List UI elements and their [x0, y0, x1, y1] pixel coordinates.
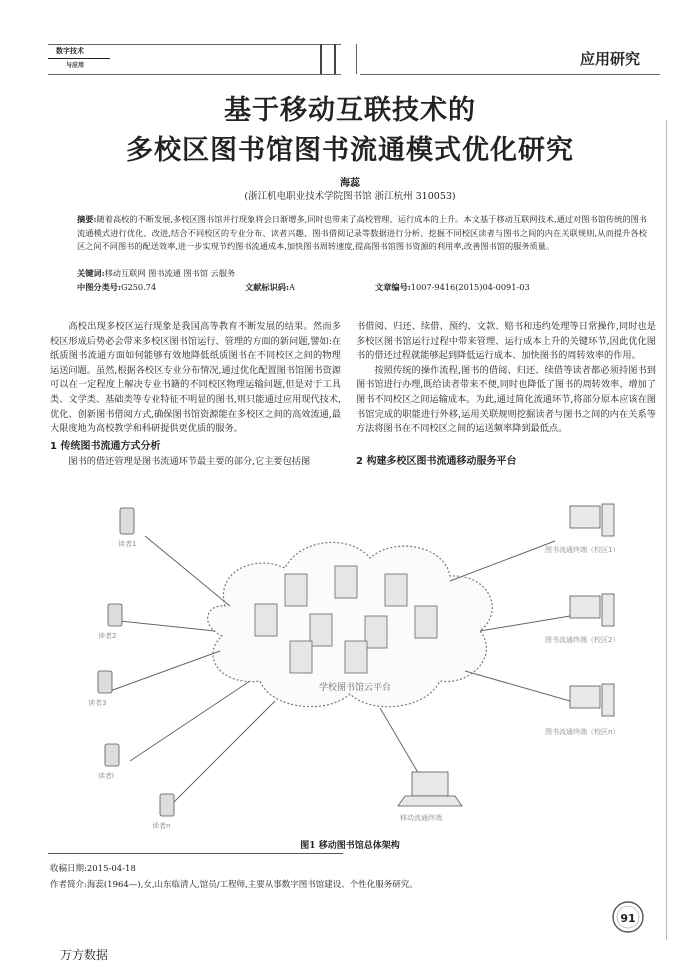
section-heading-1: 1 传统图书流通方式分析: [50, 441, 161, 452]
title-line2: 多校区图书馆图书流通模式优化研究: [126, 135, 574, 166]
laptop-label: 移动流通终端: [400, 814, 442, 822]
journal-line2: 与应用: [66, 62, 85, 69]
article-number: 文章编号:1007-9416(2015)04-0091-03: [375, 282, 530, 292]
affiliation: (浙江机电职业技术学院图书馆 浙江杭州 310053): [244, 191, 456, 202]
abstract-text: 随着高校的不断发展,多校区图书馆并行现象将会日渐增多,同时也带来了高校管理、运行成本的上升。本文基于移动互联网技术,通过对图书馆传统的图书流通模式进行优化、改进,结合不同校区的专业分布、读者兴趣、图书借阅记录等数据进行分析、挖掘不同校区读者与图书之间的内在关联规则,从而提升各校区之间不同图书的配送效率,进一步实现节约图书流通成本,加快图书周转速度,提高图书馆图书资源的利用率,改善图书馆的服务质量。: [77, 214, 647, 251]
laptop: [398, 772, 462, 806]
title-line1: 基于移动互联技术的: [224, 95, 476, 126]
terminal-label-1: 图书流通终端（校区1）: [545, 546, 620, 554]
reader-phones: [98, 508, 174, 816]
cloud-label: 学校图书馆云平台: [318, 683, 392, 693]
journal-logo: [48, 44, 110, 74]
left-paragraph-1: 高校出现多校区运行现象是我国高等教育不断发展的结果。然而多校区形成后势必会带来多校区图书馆运行、管理的方面的新问题,譬如:在纸质图书流通方面如何能够有效地降低纸质图书在不同校区之间的物理运送问题。虽然,根据各校区专业分布情况,通过优化配置图书馆图书资源可以在一定程度上解决专业书籍的不同校区物理运输问题,但是对于工具类、文学类、基础类等专业特征不明显的图书,则只能通过应用现代技术,优化、创新图书借阅方式,确保图书馆资源能在多校区之间的高效流通,最大限度地为高校教学和科研提供更优质的服务。: [50, 321, 341, 435]
header-rule-bottom: [48, 74, 341, 75]
right-paragraph-1: 书借阅、归还、续借、预约、文款、赔书和违约处理等日常操作,同时也是多校区图书馆运行过程中带来管理、运行成本上升的关键环节,因此优化图书的借还过程就能够起到降低运行成本、加快图书的周转效率的作用。: [356, 321, 656, 362]
reader-label-i: 读者i: [98, 772, 114, 780]
left-column-2: [50, 455, 341, 470]
right-paragraph-2: 按照传统的操作流程,图书的借阅、归还、续借等读者都必须持图书到图书馆进行办理,既给读者带来不便,同时也降低了图书的周转效率、增加了图书不同校区之间运输成本。为此,通过简化流通环节,将部分原本应该在图书馆完成的职能进行外移,运用关联规则挖掘读者与图书之间的内在关系等方法将图书在不同校区之间的运送频率降到最低点。: [356, 364, 656, 435]
footnote-rule: [48, 853, 343, 854]
section-label: 应用研究: [580, 50, 641, 68]
header-divider: [356, 44, 357, 74]
right-border: [666, 120, 667, 940]
reader-label-n: 读者n: [152, 822, 171, 830]
section-heading-2: 2 构建多校区图书流通移动服务平台: [356, 456, 517, 467]
journal-line1: 数字技术: [56, 46, 84, 55]
author: 海蕊: [340, 178, 360, 189]
reader-label-2: 读者2: [98, 632, 117, 640]
left-paragraph-2: 图书的借还管理是图书流通环节最主要的部分,它主要包括图: [68, 456, 311, 467]
page-number: 91: [620, 912, 636, 925]
abstract-label: 摘要:: [77, 214, 97, 224]
clc-number: 中图分类号:G250.74: [77, 282, 157, 292]
terminal-pcs: [570, 504, 614, 716]
terminal-label-n: 图书流通终端（校区n）: [545, 728, 620, 736]
author-bio: 作者简介:海蕊(1964—),女,山东临清人,馆员/工程师,主要从事数字图书馆建设、个性化服务研究。: [50, 880, 418, 890]
left-column: [50, 320, 341, 437]
architecture-figure: [50, 476, 660, 831]
section-rule: [360, 74, 660, 75]
terminal-label-2: 图书流通终端（校区2）: [545, 636, 620, 644]
doc-code: 文献标识码:A: [245, 282, 295, 292]
keywords-text: 移动互联网 图书流通 图书馆 云服务: [104, 268, 236, 278]
figure-caption: 图1 移动图书馆总体架构: [300, 841, 400, 851]
reader-label-3: 读者3: [88, 699, 107, 707]
keywords: [77, 268, 647, 279]
header-bars: [318, 44, 340, 74]
reader-label-1: 读者1: [118, 540, 137, 548]
keywords-label: 关键词:: [77, 268, 105, 278]
abstract: [77, 213, 647, 254]
right-column: [356, 320, 656, 437]
watermark: 万方数据: [60, 948, 109, 962]
received-date: 收稿日期:2015-04-18: [50, 864, 136, 874]
